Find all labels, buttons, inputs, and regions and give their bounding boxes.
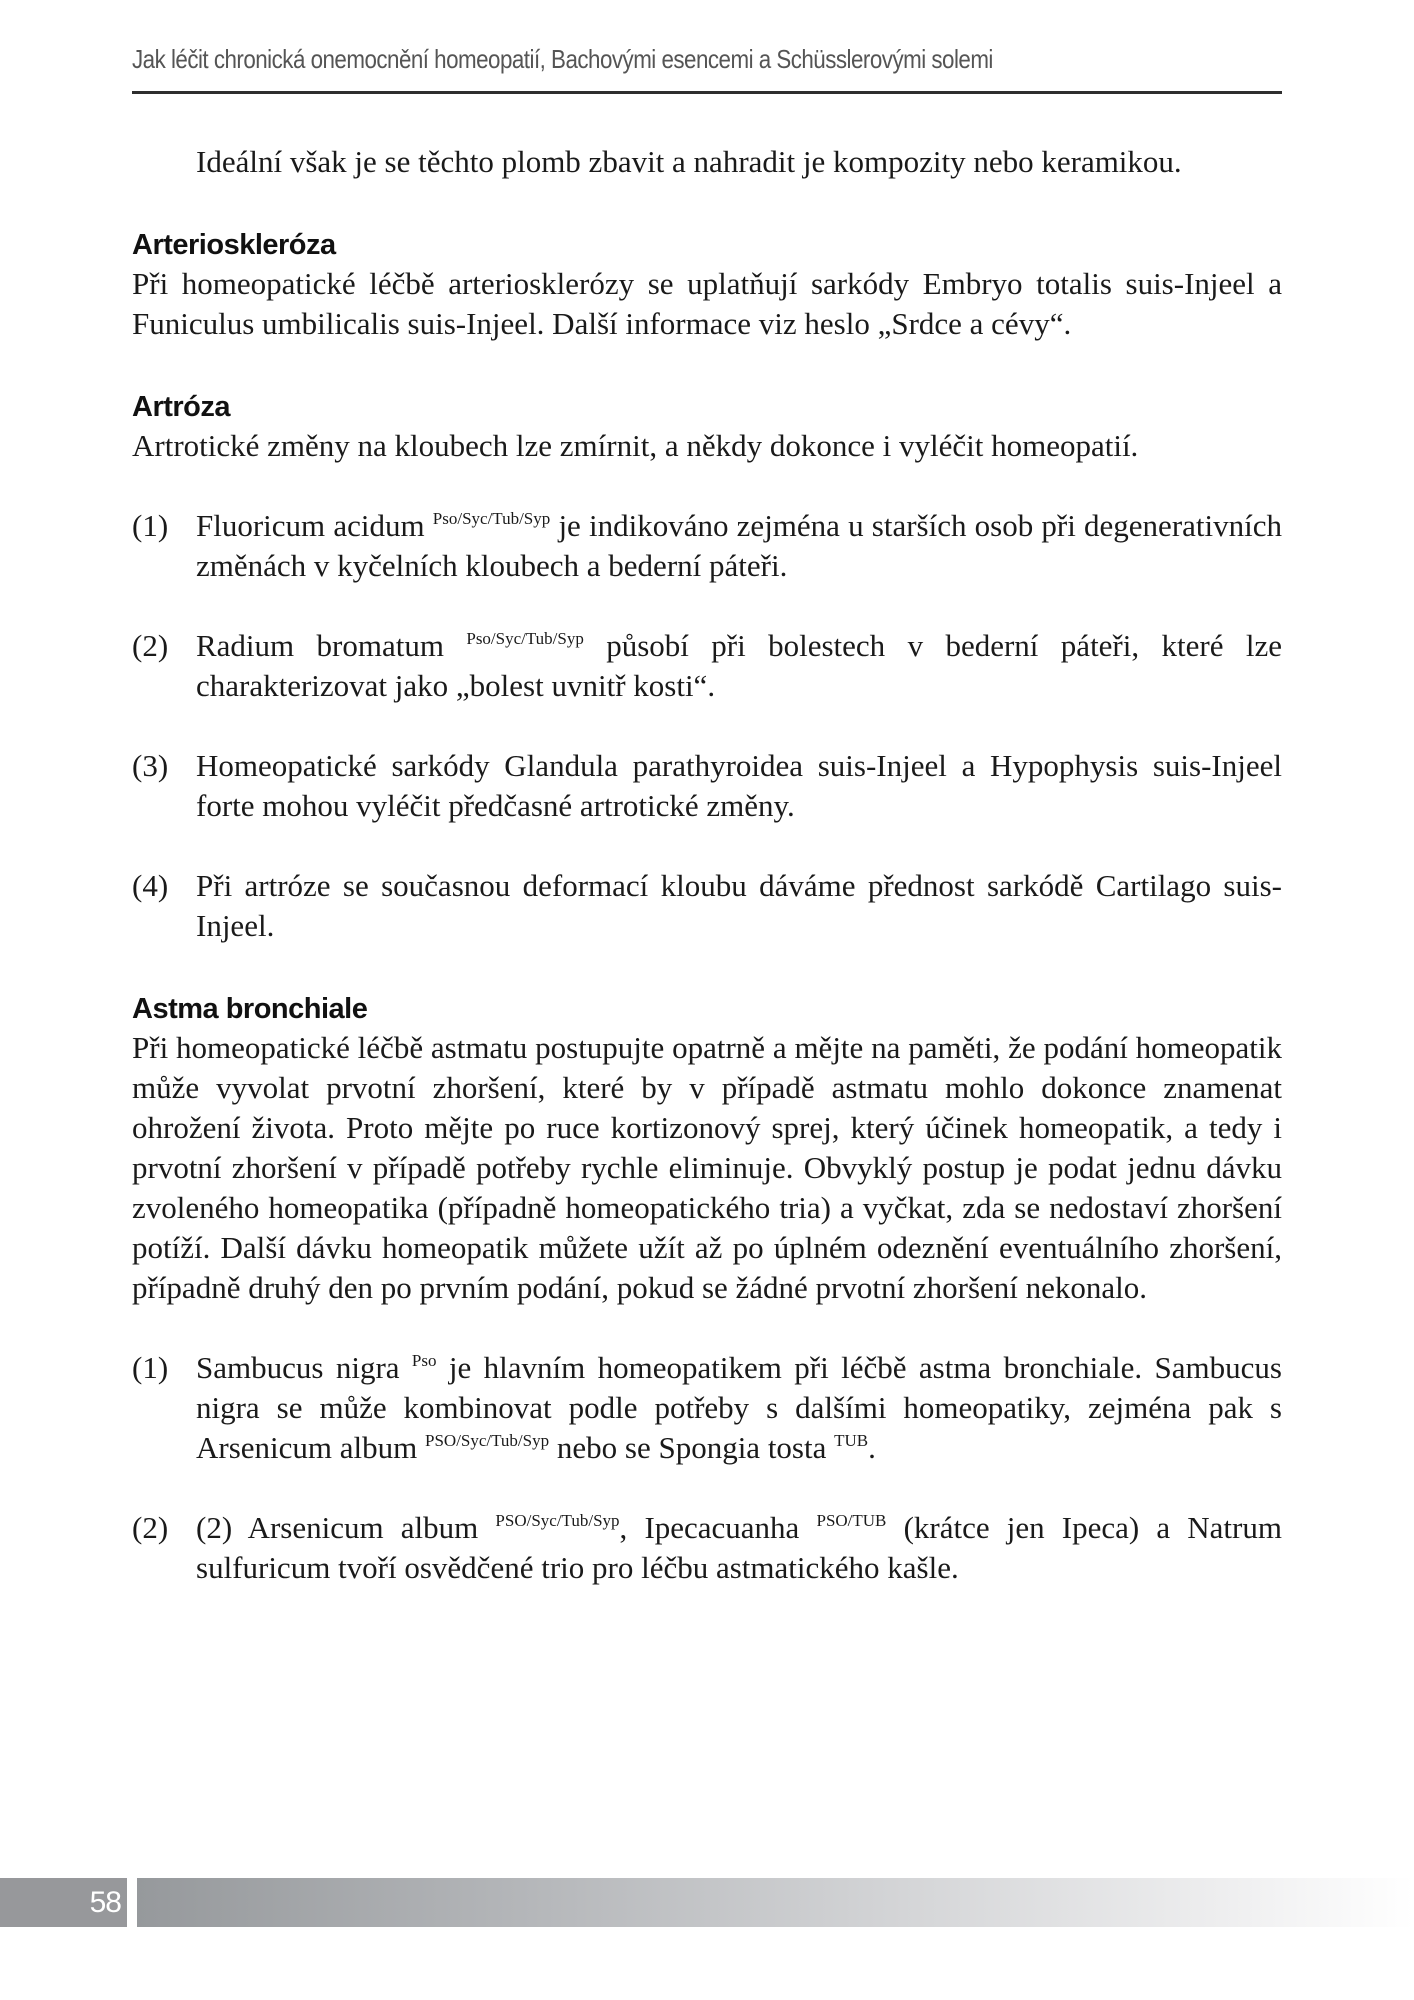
running-header-title: Jak léčit chronická onemocnění homeopatií, Bachovými esencemi a Schüsslerovými solemi	[132, 44, 993, 74]
miasm-superscript: Pso	[411, 1351, 437, 1370]
list-item	[132, 746, 1282, 826]
list-number: (2)	[132, 1510, 169, 1545]
list-item	[132, 506, 1282, 586]
list-text: Sambucus nigra $^{Pso}$ je hlavním homeopatikem při léčbě astma bronchiale. Sambucus nigra se může kombinovat podle potřeby s dalšími homeopatiky, zejména pak s Arsenicum album $^{PSO/Syc/Tub/Syp}$ nebo se Spongia tosta $^{TUB}$.	[196, 1350, 1282, 1465]
section-paragraph: Při homeopatické léčbě arteriosklerózy se uplatňují sarkódy Embryo totalis suis-Injeel a Funiculus umbilicalis suis-Injeel. Další informace viz heslo „Srdce a cévy“.	[132, 266, 1282, 341]
list-text: Fluoricum acidum $^{Pso/Syc/Tub/Syp}$ je indikováno zejména u starších osob při degenerativních změnách v kyčelních kloubech a bederní páteři.	[196, 508, 1283, 583]
list-item	[132, 1508, 1282, 1588]
miasm-superscript: Pso/Syc/Tub/Syp	[432, 509, 551, 528]
section-heading: Astma bronchiale	[132, 993, 368, 1025]
list-item	[132, 626, 1282, 706]
list-number: (1)	[132, 1350, 169, 1385]
list-number: (1)	[132, 508, 169, 543]
section-astma-bronchiale	[132, 990, 1282, 1588]
numbered-list	[132, 506, 1282, 946]
list-text: Homeopatické sarkódy Glandula parathyroidea suis-Injeel a Hypophysis suis-Injeel forte mohou vyléčit předčasné artrotické změny.	[196, 748, 1282, 823]
miasm-superscript: PSO/Syc/Tub/Syp	[425, 1431, 550, 1450]
miasm-superscript: PSO/TUB	[816, 1511, 887, 1530]
list-number: (3)	[132, 748, 169, 783]
section-arterioskleroza	[132, 226, 1282, 344]
footer-gradient-bar	[137, 1878, 1414, 1927]
page-content	[132, 142, 1282, 1588]
intro-paragraph: Ideální však je se těchto plomb zbavit a nahradit je kompozity nebo keramikou.	[196, 144, 1182, 179]
miasm-superscript: Pso/Syc/Tub/Syp	[466, 629, 584, 648]
section-heading: Arterioskleróza	[132, 229, 336, 261]
list-item	[132, 1348, 1282, 1468]
header-rule	[132, 91, 1282, 94]
miasm-superscript: TUB	[834, 1431, 869, 1450]
list-number: (2)	[132, 628, 169, 663]
section-artroza	[132, 388, 1282, 946]
list-text: Při artróze se současnou deformací kloubu dáváme přednost sarkódě Cartilago suis-Injeel.	[196, 868, 1282, 943]
list-text: (2) Arsenicum album $^{PSO/Syc/Tub/Syp}$, Ipecacuanha $^{PSO/TUB}$ (krátce jen Ipeca) a Natrum sulfuricum tvoří osvědčené trio pro léčbu astmatického kašle.	[196, 1510, 1282, 1585]
section-paragraph: Při homeopatické léčbě astmatu postupujte opatrně a mějte na paměti, že podání homeopatik může vyvolat prvotní zhoršení, které by v případě astmatu mohlo dokonce znamenat ohrožení života. Proto mějte po ruce kortizonový sprej, který účinek homeopatik, a tedy i prvotní zhoršení v případě potřeby rychle eliminuje. Obvyklý postup je podat jednu dávku zvoleného homeopatika (případně homeopatického tria) a vyčkat, zda se nedostaví zhoršení potíží. Další dávku homeopatik můžete užít až po úplném odeznění eventuálního zhoršení, případně druhý den po prvním podání, pokud se žádné prvotní zhoršení nekonalo.	[132, 1030, 1282, 1305]
section-paragraph: Artrotické změny na kloubech lze zmírnit, a někdy dokonce i vyléčit homeopatií.	[132, 428, 1139, 463]
list-item	[132, 866, 1282, 946]
list-text: Radium bromatum $^{Pso/Syc/Tub/Syp}$ působí při bolestech v bederní páteři, které lze charakterizovat jako „bolest uvnitř kosti“.	[196, 628, 1282, 703]
list-number: (4)	[132, 868, 169, 903]
miasm-superscript: PSO/Syc/Tub/Syp	[495, 1511, 620, 1530]
page-number: 58	[0, 1878, 127, 1927]
section-heading: Artróza	[132, 391, 231, 423]
numbered-list	[132, 1348, 1282, 1588]
